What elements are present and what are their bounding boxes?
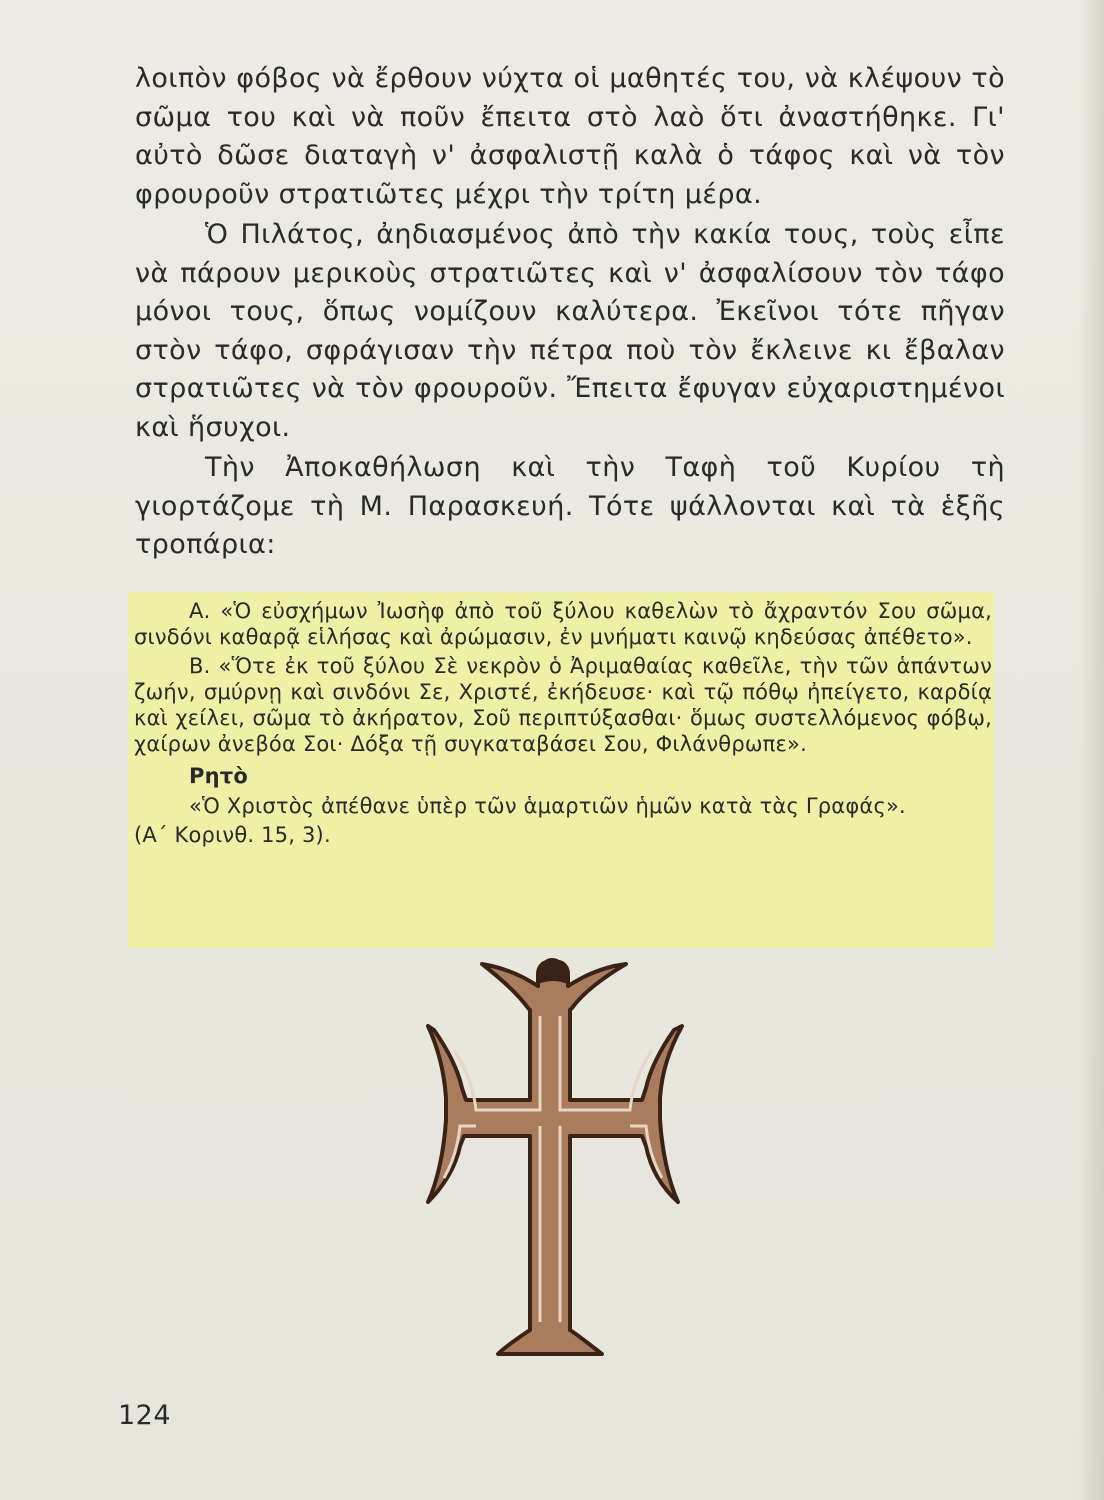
cross-illustration xyxy=(420,950,690,1365)
cross-inner-line xyxy=(454,1016,540,1110)
main-text xyxy=(135,60,1005,567)
cross-inner-line xyxy=(560,1016,652,1110)
hymn-b: Β. «Ὅτε ἐκ τοῦ ξύλου Σὲ νεκρὸν ὁ Ἀριμαθαίας καθεῖλε, τὴν τῶν ἁπάντων ζωήν, σμύρνῃ καὶ σινδόνι Σε, Χριστέ, ἐκήδευσε· καὶ τῷ πόθῳ ἠπείγετο, καρδίᾳ καὶ χείλει, σῶμα τὸ ἀκήρατον, Σοῦ περιπτύξασθαι· ὅμως συστελλόμενος φόβῳ, χαίρων ἀνεβόα Σοι· Δόξα τῇ συγκαταβάσει Σου, Φιλάνθρωπε». xyxy=(134,654,992,756)
paragraph: Ὁ Πιλάτος, ἀηδιασμένος ἀπὸ τὴν κακία τους, τοὺς εἶπε νὰ πάρουν μερικοὺς στρατιῶτες καὶ ν' ἀσφαλίσουν τὸν τάφο μόνοι τους, ὅπως νομίζουν καλύτερα. Ἐκεῖνοι τότε πῆγαν στὸν τάφο, σφράγισαν τὴν πέτρα ποὺ τὸν ἔκλεινε κι ἔβαλαν στρατιῶτες νὰ τὸν φρουροῦν. Ἔπειτα ἔφυγαν εὐχαριστημένοι καὶ ἥσυχοι. xyxy=(135,219,1005,443)
cross-icon xyxy=(420,950,690,1365)
paragraph: λοιπὸν φόβος νὰ ἔρθουν νύχτα οἱ μαθητές του, νὰ κλέψουν τὸ σῶμα του καὶ νὰ ποῦν ἔπειτα στὸ λαὸ ὅτι ἀναστήθηκε. Γι' αὐτὸ δῶσε διαταγὴ ν' ἀσφαλιστῇ καλὰ ὁ τάφος καὶ νὰ τὸν φρουροῦν στρατιῶτες μέχρι τὴν τρίτη μέρα. xyxy=(135,63,1005,210)
page-edge-shadow xyxy=(1078,0,1104,1500)
hymns-section xyxy=(134,598,992,851)
hymn-a: Α. «Ὁ εὐσχήμων Ἰωσὴφ ἀπὸ τοῦ ξύλου καθελὼν τὸ ἄχραντόν Σου σῶμα, σινδόνι καθαρᾷ εἱλήσας καὶ ἀρώμασιν, ἐν μνήματι καινῷ κηδεύσας ἀπέθετο». xyxy=(134,599,992,649)
cross-body xyxy=(428,962,682,1354)
rhto-reference: (Α΄ Κορινθ. 15, 3). xyxy=(134,823,331,847)
page-number: 124 xyxy=(118,1400,172,1431)
rhto-quote: «Ὁ Χριστὸς ἀπέθανε ὑπὲρ τῶν ἁμαρτιῶν ἡμῶν κατὰ τὰς Γραφάς». xyxy=(189,794,906,818)
paragraph: Τὴν Ἀποκαθήλωση καὶ τὴν Ταφὴ τοῦ Κυρίου τὴ γιορτάζομε τὴ Μ. Παρασκευή. Τότε ψάλλονται καὶ τὰ ἑξῆς τροπάρια: xyxy=(135,452,1005,560)
rhto-heading: Ρητὸ xyxy=(189,764,248,788)
